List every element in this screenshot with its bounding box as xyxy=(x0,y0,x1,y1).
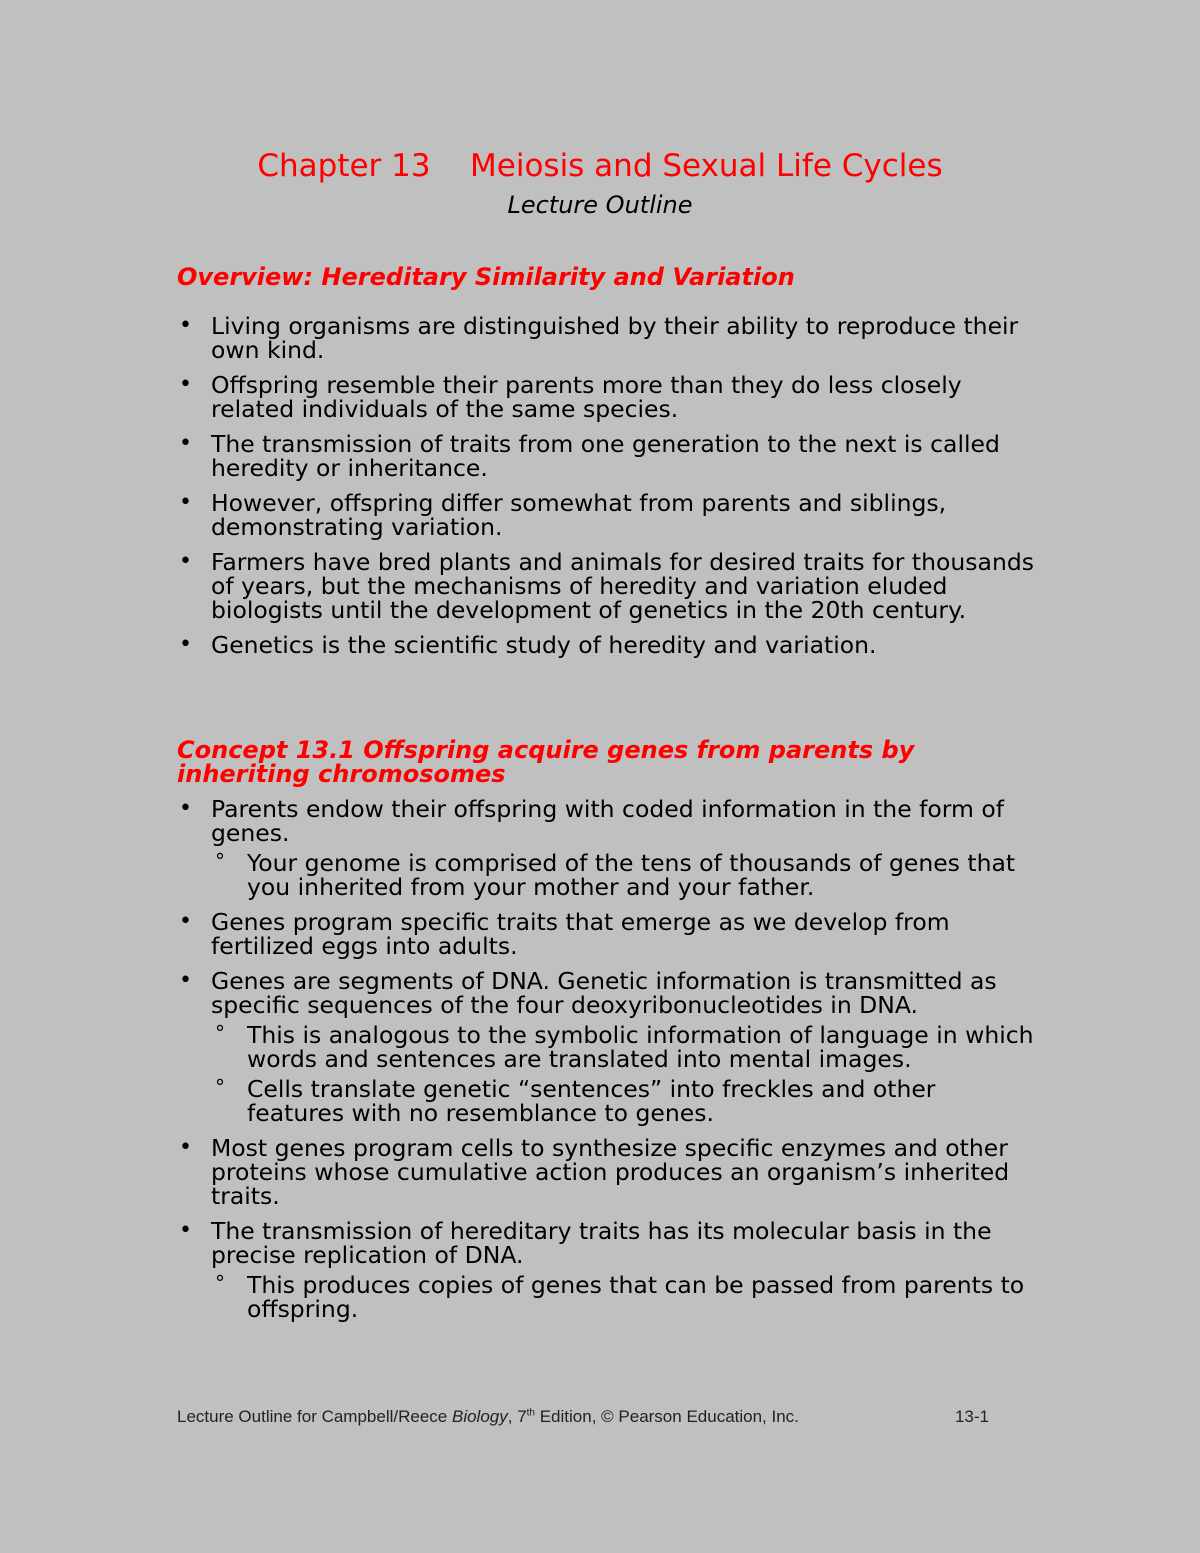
sub-list xyxy=(211,1023,1037,1125)
footer-copyright: Edition, © Pearson Education, Inc. xyxy=(535,1407,799,1426)
concept-heading: Concept 13.1 Offspring acquire genes from parents by inheriting chromosomes xyxy=(177,736,915,788)
sub-list-item: ° This is analogous to the symbolic information of language in which words and sentences are translated into mental images. xyxy=(211,1023,1037,1071)
sub-list-item: ° Your genome is comprised of the tens of thousands of genes that you inherited from your mother and your father. xyxy=(211,851,1037,899)
sub-list-item: ° This produces copies of genes that can be passed from parents to offspring. xyxy=(211,1273,1037,1321)
overview-list xyxy=(177,314,1037,668)
footer-edition: , 7 xyxy=(507,1407,527,1426)
list-item: • Living organisms are distinguished by their ability to reproduce their own kind. xyxy=(177,314,1037,362)
list-item: • Most genes program cells to synthesize specific enzymes and other proteins whose cumulative action produces an organism’s inherited traits. xyxy=(177,1136,1037,1208)
list-item: • However, offspring differ somewhat from parents and siblings, demonstrating variation. xyxy=(177,491,1037,539)
list-item: • The transmission of traits from one generation to the next is called heredity or inheritance. xyxy=(177,432,1037,480)
list-item: • Genes program specific traits that emerge as we develop from fertilized eggs into adults. xyxy=(177,910,1037,958)
list-item-text: Parents endow their offspring with coded information in the form of genes. xyxy=(211,795,1005,847)
footer-edition-sup: th xyxy=(526,1407,535,1419)
sub-list xyxy=(211,851,1037,899)
list-item: • Farmers have bred plants and animals for desired traits for thousands of years, but the mechanisms of heredity and variation eluded biologists until the development of genetics in the 20th century. xyxy=(177,550,1037,622)
overview-heading: Overview: Hereditary Similarity and Variation xyxy=(177,263,795,291)
list-item: • Offspring resemble their parents more than they do less closely related individuals of the same species. xyxy=(177,373,1037,421)
page-footer xyxy=(177,1407,989,1427)
footer-prefix: Lecture Outline for Campbell/Reece xyxy=(177,1407,452,1426)
list-item xyxy=(177,969,1037,1125)
concept-list xyxy=(177,797,1037,1332)
chapter-title: Chapter 13 Meiosis and Sexual Life Cycles xyxy=(257,148,943,184)
footer-book-title: Biology xyxy=(451,1407,508,1426)
list-item-text: The transmission of hereditary traits has its molecular basis in the precise replication of DNA. xyxy=(211,1217,992,1269)
page-number: 13-1 xyxy=(954,1407,989,1426)
sub-list-item: ° Cells translate genetic “sentences” into freckles and other features with no resemblance to genes. xyxy=(211,1077,1037,1125)
list-item: • Genetics is the scientific study of heredity and variation. xyxy=(177,633,1037,657)
list-item-text: Genes are segments of DNA. Genetic information is transmitted as specific sequences of the four deoxyribonucleotides in DNA. xyxy=(211,967,997,1019)
list-item xyxy=(177,797,1037,899)
lecture-subtitle: Lecture Outline xyxy=(507,191,693,219)
sub-list xyxy=(211,1273,1037,1321)
list-item xyxy=(177,1219,1037,1321)
